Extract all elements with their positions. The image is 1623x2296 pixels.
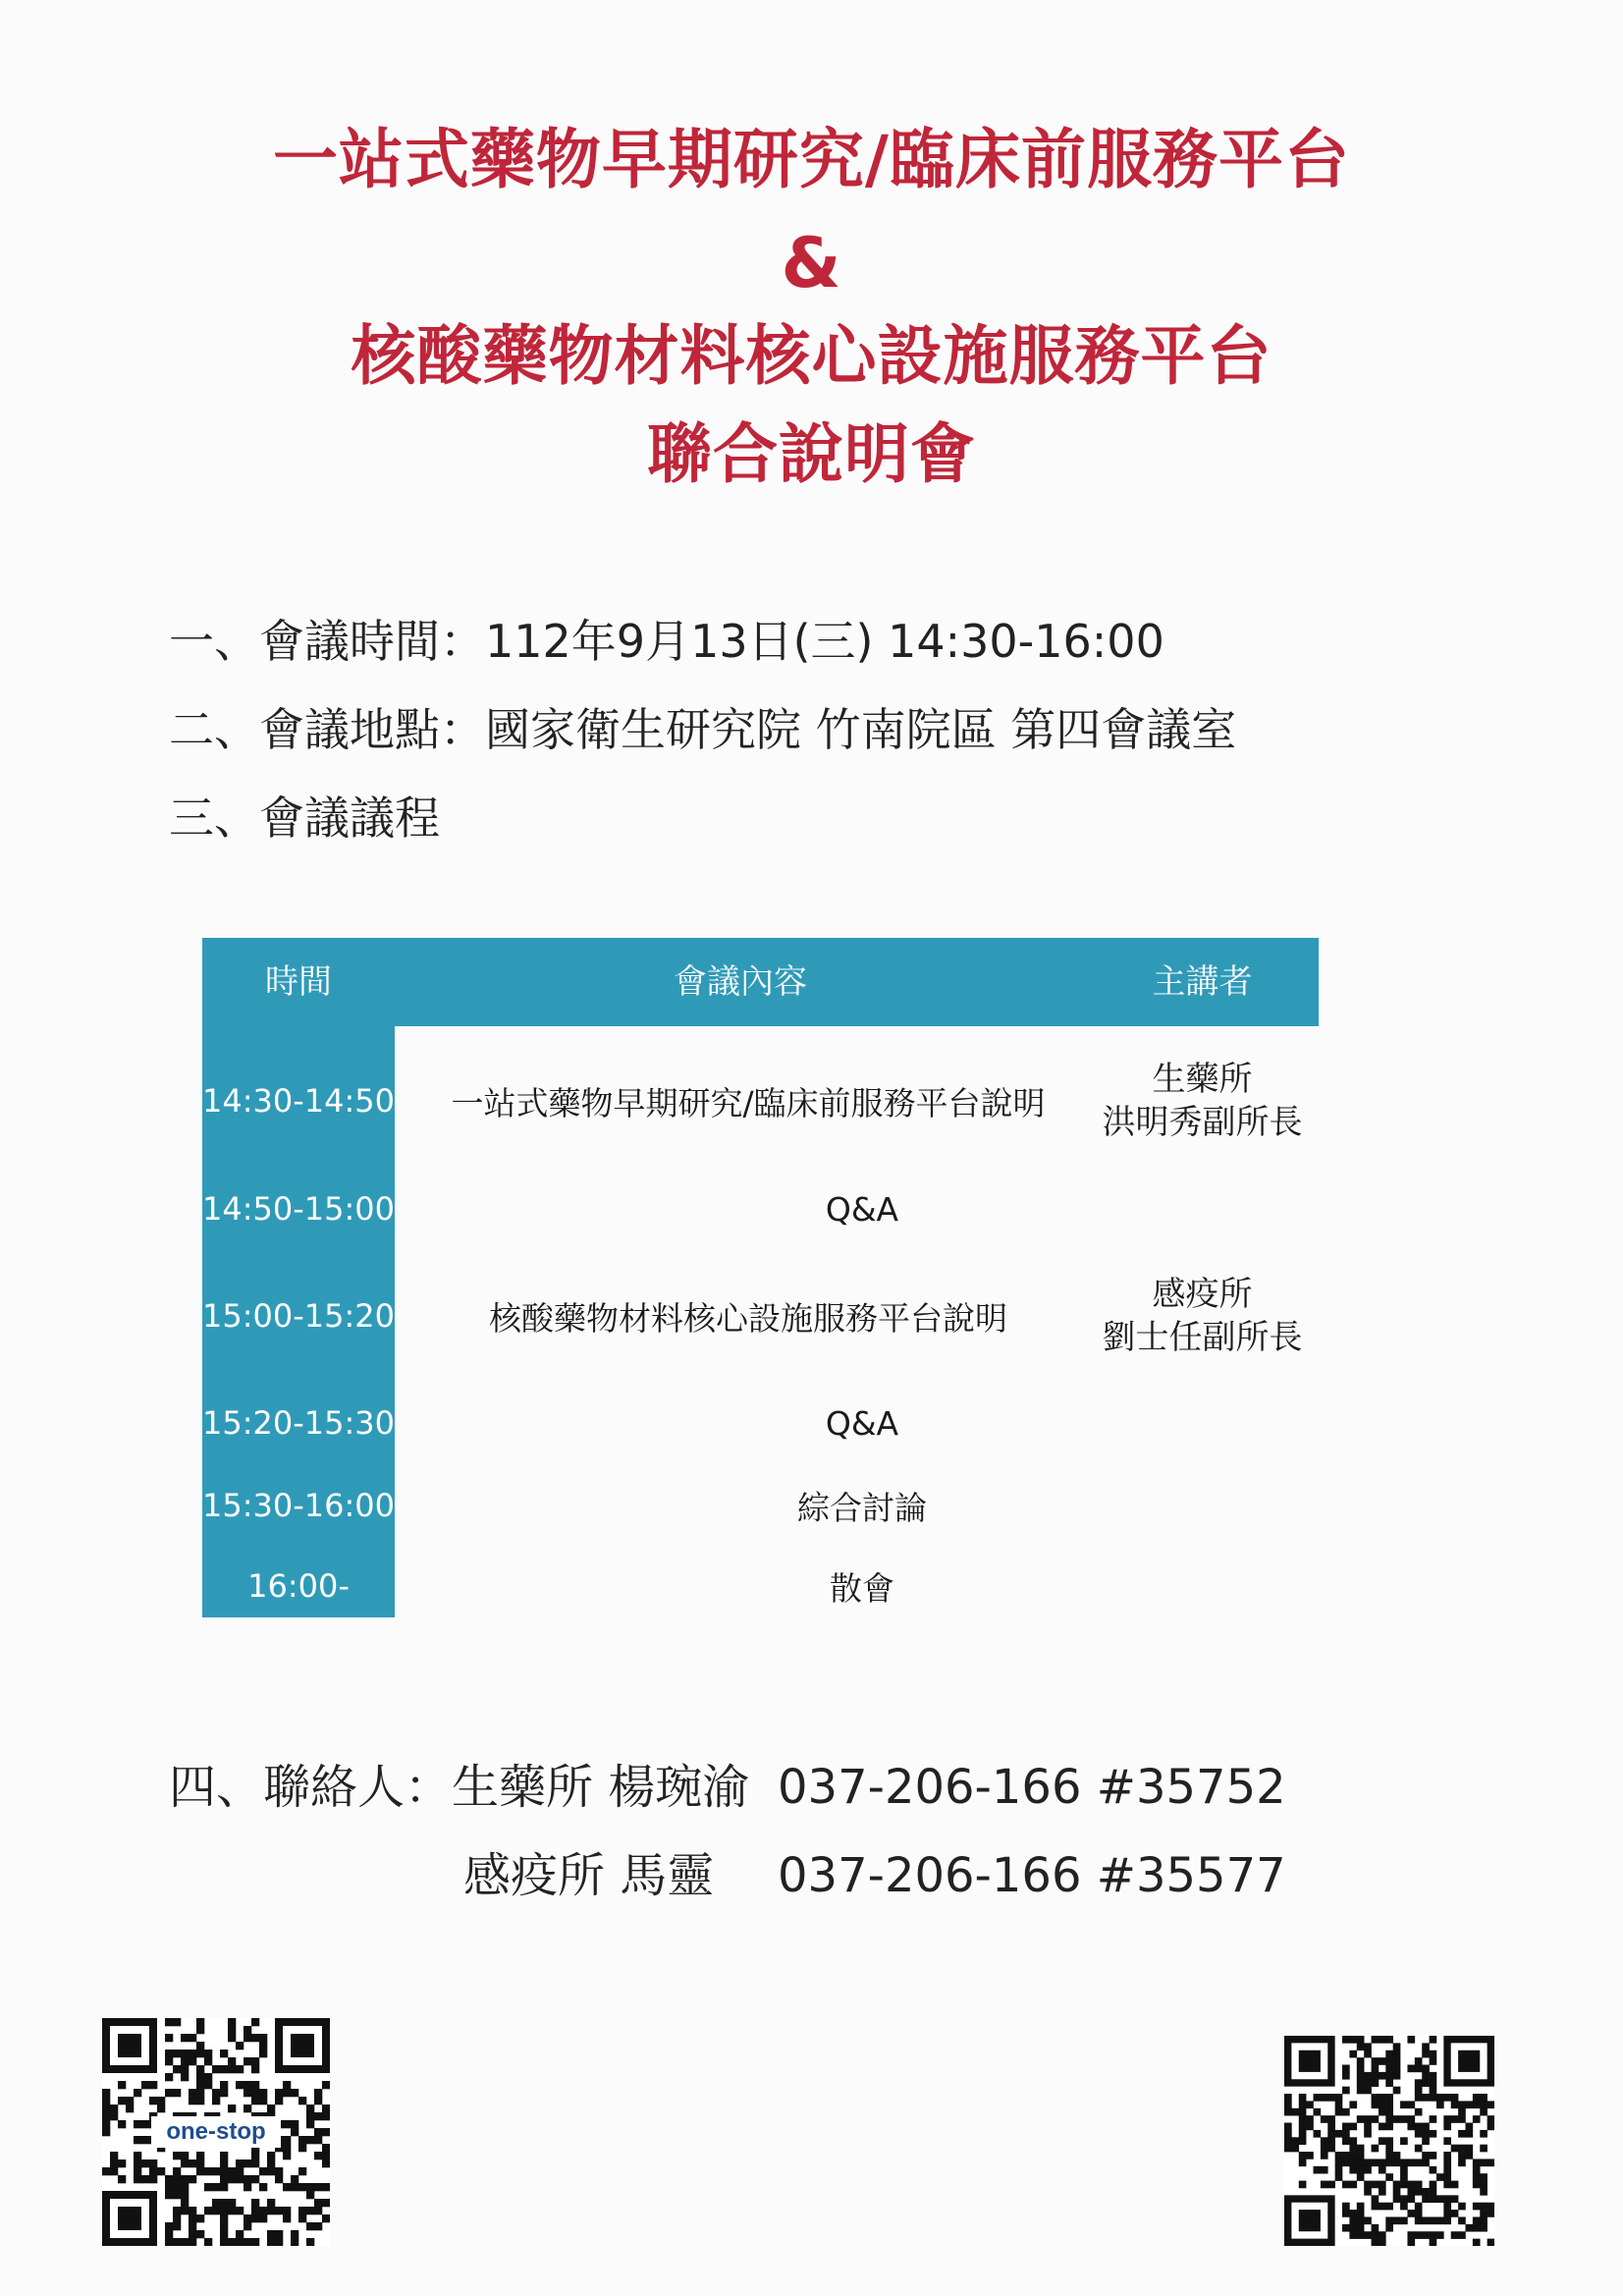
header-speaker: 主講者 bbox=[1152, 962, 1253, 1002]
speaker-name: 洪明秀副所長 bbox=[1102, 1103, 1303, 1142]
qr-code-icon bbox=[1284, 2036, 1494, 2246]
table-row bbox=[202, 1242, 1319, 1390]
contact-2-label: 感疫所 馬靈 bbox=[463, 1848, 715, 1903]
speaker-name: 劉士任副所長 bbox=[1102, 1318, 1303, 1357]
contact-2 bbox=[169, 1846, 1286, 1935]
meeting-info bbox=[169, 612, 1236, 877]
qr-code-nucleic-acid[interactable] bbox=[1284, 2036, 1494, 2246]
title-block bbox=[0, 122, 1623, 501]
row-content: Q&A bbox=[825, 1403, 899, 1443]
row-content: 一站式藥物早期研究/臨床前服務平台說明 bbox=[451, 1083, 1046, 1122]
title-line-1: 一站式藥物早期研究/臨床前服務平台 bbox=[272, 122, 1351, 197]
agenda-table bbox=[202, 938, 1319, 1617]
agenda-heading: 三、會議議程 bbox=[169, 792, 440, 845]
row-content: 核酸藥物材料核心設施服務平台說明 bbox=[489, 1298, 1007, 1338]
agenda-header-row bbox=[202, 938, 1319, 1026]
qr-badge: one-stop bbox=[151, 2116, 281, 2148]
row-time: 14:50-15:00 bbox=[202, 1190, 395, 1228]
speaker-org: 感疫所 bbox=[1152, 1275, 1253, 1314]
meeting-time: 一、會議時間：112年9月13日(三) 14:30-16:00 bbox=[169, 615, 1164, 668]
title-line-3: 核酸藥物材料核心設施服務平台 bbox=[351, 318, 1272, 394]
contacts bbox=[169, 1758, 1286, 1935]
contact-2-phone: 037-206-166 #35577 bbox=[778, 1848, 1286, 1903]
contact-1-phone: 037-206-166 #35752 bbox=[778, 1760, 1286, 1815]
row-speaker bbox=[1086, 1242, 1319, 1390]
row-time: 15:30-16:00 bbox=[202, 1487, 395, 1524]
row-time: 15:00-15:20 bbox=[202, 1297, 395, 1335]
table-row bbox=[202, 1026, 1319, 1175]
row-time: 15:20-15:30 bbox=[202, 1404, 395, 1442]
title-line-4: 聯合說明會 bbox=[647, 416, 976, 492]
row-content: 散會 bbox=[830, 1568, 894, 1608]
table-row bbox=[202, 1555, 1319, 1617]
row-content: Q&A bbox=[825, 1189, 899, 1229]
header-content: 會議內容 bbox=[674, 962, 807, 1002]
table-row bbox=[202, 1390, 1319, 1456]
row-time: 16:00- bbox=[247, 1567, 350, 1605]
row-speaker bbox=[1086, 1026, 1319, 1175]
speaker-org: 生藥所 bbox=[1152, 1060, 1253, 1099]
table-row bbox=[202, 1175, 1319, 1242]
qr-code-one-stop[interactable] bbox=[102, 2018, 330, 2246]
meeting-venue: 二、會議地點：國家衛生研究院 竹南院區 第四會議室 bbox=[169, 703, 1237, 756]
header-time: 時間 bbox=[265, 962, 332, 1002]
row-content: 綜合討論 bbox=[797, 1488, 927, 1527]
title-ampersand: & bbox=[781, 223, 842, 303]
row-time: 14:30-14:50 bbox=[202, 1082, 395, 1120]
table-row bbox=[202, 1456, 1319, 1555]
contact-1-label: 四、聯絡人：生藥所 楊琬渝 bbox=[169, 1760, 750, 1815]
contact-1 bbox=[169, 1758, 1286, 1846]
